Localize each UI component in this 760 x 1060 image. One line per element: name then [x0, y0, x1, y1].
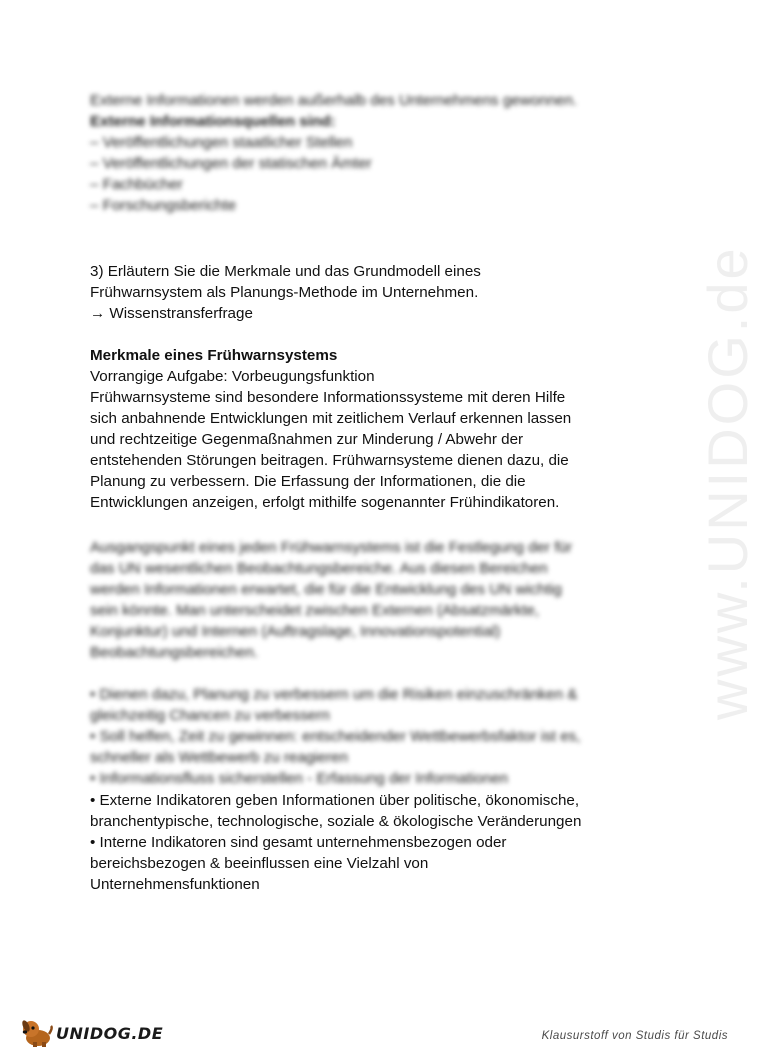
text-line: entstehenden Störungen beitragen. Frühwarnsysteme dienen dazu, die [90, 452, 569, 469]
list-item: bereichsbezogen & beeinflussen eine Vielzahl von [90, 855, 429, 872]
footer-tagline: Klausurstoff von Studis für Studis [541, 1030, 728, 1042]
observation-paragraph [90, 537, 680, 663]
list-item: • Interne Indikatoren sind gesamt unternehmensbezogen oder [90, 834, 507, 851]
text-line: sein könnte. Man unterscheidet zwischen Externen (Absatzmärkte, [90, 602, 540, 619]
features-section [90, 345, 680, 513]
features-heading: Merkmale eines Frühwarnsystems [90, 347, 338, 364]
question-line: 3) Erläutern Sie die Merkmale und das Grundmodell eines [90, 263, 481, 280]
list-item: – Fachbücher [90, 176, 183, 193]
footer-logo[interactable] [20, 1018, 163, 1048]
text-line: Konjunktur) und Internen (Auftragslage, Innovationspotential) [90, 623, 501, 640]
list-item: – Veröffentlichungen der statischen Ämter [90, 155, 372, 172]
list-item: • Dienen dazu, Planung zu verbessern um die Risiken einzuschränken & [90, 686, 578, 703]
bullet-list-blurred [90, 684, 680, 789]
text-line: Ausgangspunkt eines jeden Frühwarnsystems ist die Festlegung der für [90, 539, 573, 556]
list-item: schneller als Wettbewerb zu reagieren [90, 749, 349, 766]
list-item: Unternehmensfunktionen [90, 876, 260, 893]
text-line: werden Informationen erwartet, die für die Entwicklung des UN wichtig [90, 581, 562, 598]
bullet-list-indicators [90, 790, 680, 895]
dog-mascot-icon [20, 1018, 54, 1048]
sources-heading: Externe Informationsquellen sind: [90, 113, 336, 130]
question-section [90, 261, 680, 324]
list-item: • Externe Indikatoren geben Informationen über politische, ökonomische, [90, 792, 580, 809]
question-type: → Wissenstransferfrage [90, 305, 253, 322]
text-line: Entwicklungen anzeigen, erfolgt mithilfe sogenannter Frühindikatoren. [90, 494, 560, 511]
list-item: gleichzeitig Chancen zu verbessern [90, 707, 330, 724]
intro-line: Externe Informationen werden außerhalb des Unternehmens gewonnen. [90, 92, 578, 109]
question-line: Frühwarnsystem als Planungs-Methode im Unternehmen. [90, 284, 479, 301]
text-line: Frühwarnsysteme sind besondere Informationssysteme mit deren Hilfe [90, 389, 566, 406]
list-item: branchentypische, technologische, soziale & ökologische Veränderungen [90, 813, 582, 830]
text-line: sich anbahnende Entwicklungen mit zeitlichem Verlauf erkennen lassen [90, 410, 572, 427]
list-item: – Veröffentlichungen staatlicher Stellen [90, 134, 353, 151]
text-line: Beobachtungsbereichen. [90, 644, 259, 661]
watermark: www.UNIDOG.de [696, 245, 759, 720]
list-item: – Forschungsberichte [90, 197, 237, 214]
text-line: Planung zu verbessern. Die Erfassung der Informationen, die die [90, 473, 526, 490]
external-sources-section [90, 90, 680, 216]
list-item: • Informationsfluss sicherstellen - Erfassung der Informationen [90, 770, 509, 787]
text-line: Vorrangige Aufgabe: Vorbeugungsfunktion [90, 368, 375, 385]
list-item: • Soll helfen, Zeit zu gewinnen: entscheidender Wettbewerbsfaktor ist es, [90, 728, 581, 745]
text-line: und rechtzeitige Gegenmaßnahmen zur Minderung / Abwehr der [90, 431, 524, 448]
logo-text: UNIDOG.DE [56, 1023, 164, 1043]
text-line: das UN wesentlichen Beobachtungsbereiche. Aus diesen Bereichen [90, 560, 548, 577]
